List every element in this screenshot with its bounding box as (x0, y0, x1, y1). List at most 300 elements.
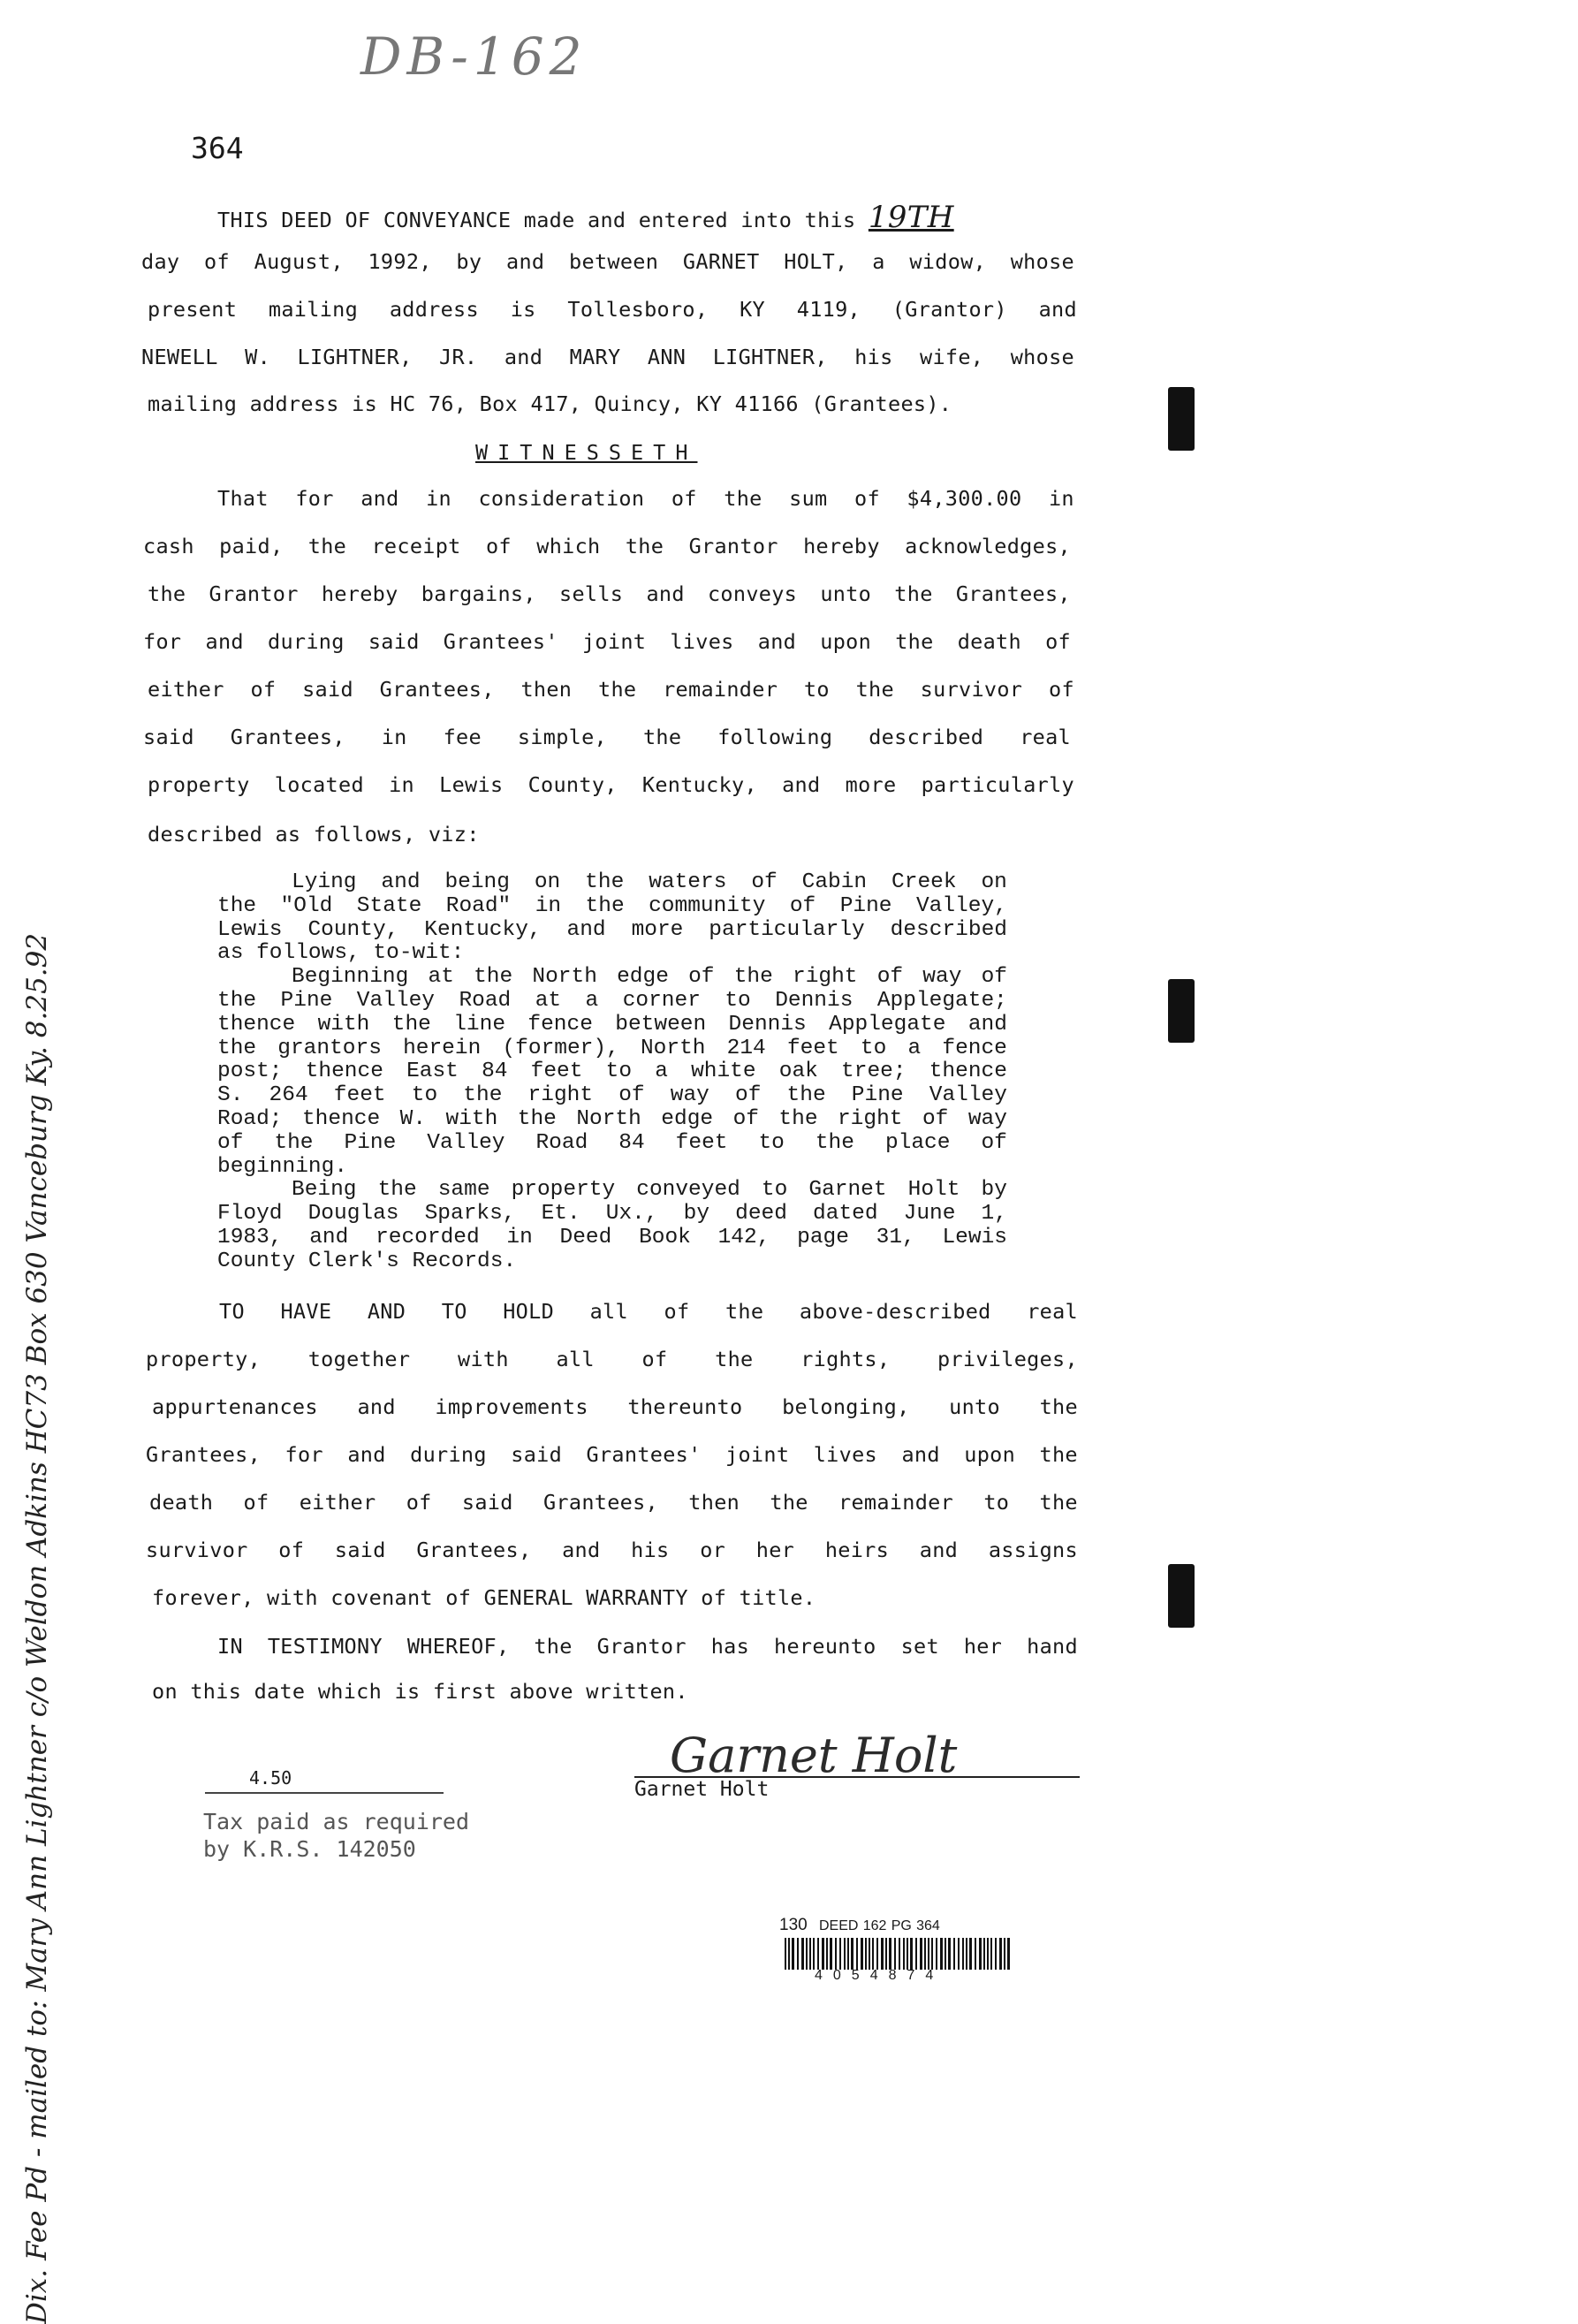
description-line (217, 1131, 1007, 1155)
barcode-bar (822, 1938, 824, 1970)
word: thence (305, 1059, 383, 1084)
recording-page: 364 (916, 1918, 940, 1933)
word: the (1039, 1442, 1078, 1467)
word: address (389, 297, 479, 322)
word: Grantees, (230, 725, 345, 749)
word: Pine (280, 989, 333, 1013)
word: remainder (838, 1490, 954, 1515)
word: a (872, 249, 885, 274)
word: way (922, 965, 962, 990)
word: and (919, 1538, 959, 1562)
word: $4,300.00 (907, 486, 1022, 511)
word: and (1038, 297, 1077, 322)
word: Being (292, 1178, 357, 1203)
word: Applegate; (876, 989, 1007, 1013)
word: on (981, 870, 1007, 894)
barcode-bar (826, 1938, 828, 1970)
word: all (589, 1299, 628, 1324)
consideration-line (143, 629, 1071, 654)
word: his (854, 345, 893, 369)
word: of (641, 1347, 668, 1371)
word: of (789, 893, 816, 918)
word: IN (217, 1634, 243, 1659)
consideration-last-line: described as follows, viz: (148, 822, 480, 847)
barcode-number: 4054874 (815, 1968, 945, 1983)
recording-book: 162 (862, 1918, 887, 1933)
word: Lewis (439, 772, 504, 797)
barcode-bar (983, 1938, 985, 1970)
word: North (576, 1107, 641, 1131)
habendum-line (146, 1538, 1078, 1562)
word: recorded (376, 1226, 480, 1249)
consideration-line (148, 677, 1074, 702)
word: bargains, (421, 581, 536, 606)
word: of (735, 1083, 762, 1108)
word: in (506, 1226, 533, 1249)
word: for (143, 629, 182, 654)
barcode-bar (792, 1938, 794, 1970)
recording-barcode (785, 1938, 1014, 1970)
barcode-bar (785, 1938, 786, 1970)
word: fence (942, 1036, 1007, 1060)
word: right (837, 1107, 903, 1131)
word: said (368, 629, 420, 654)
description-line (217, 1202, 1007, 1226)
word: has (710, 1634, 750, 1659)
registration-mark (1168, 387, 1195, 451)
word: Valley (427, 1130, 505, 1155)
barcode-bar (928, 1938, 929, 1970)
barcode-bar (861, 1938, 863, 1970)
word: the (1039, 1394, 1078, 1419)
word: the (598, 677, 637, 702)
word: during (410, 1442, 487, 1467)
word: Valley, (915, 893, 1007, 918)
description-line (217, 1083, 1007, 1107)
word: the (517, 1107, 557, 1131)
word: thence (301, 1107, 381, 1131)
word: by (981, 1178, 1007, 1203)
word: or (700, 1538, 726, 1562)
word: hereunto (774, 1634, 876, 1659)
word: fee (443, 725, 482, 749)
description-line (217, 894, 1007, 918)
word: real (1027, 1299, 1078, 1324)
word: death (149, 1490, 214, 1515)
barcode-bar (1007, 1938, 1010, 1970)
word: "Old (280, 893, 333, 918)
word: of (243, 1490, 269, 1515)
word: ANN (647, 345, 687, 369)
word: the (770, 1490, 808, 1515)
barcode-bar (856, 1938, 858, 1970)
word: said (334, 1538, 386, 1562)
word: the (474, 965, 513, 990)
word: page (797, 1226, 849, 1249)
testimony-line (217, 1634, 1078, 1659)
description-line (292, 870, 1007, 894)
word: and (506, 249, 545, 274)
word: following (717, 725, 833, 749)
barcode-bar (958, 1938, 960, 1970)
word: to (605, 1059, 633, 1084)
word: Garnet (808, 1178, 887, 1203)
barcode-bar (915, 1938, 917, 1970)
word: in (381, 725, 407, 749)
word: edge (661, 1107, 714, 1131)
signature-script: Garnet Holt (670, 1728, 958, 1783)
word: of (406, 1490, 432, 1515)
barcode-bar (788, 1938, 790, 1970)
registration-mark (1168, 979, 1195, 1043)
word: and (566, 917, 606, 942)
word: 84 (618, 1130, 645, 1155)
word: Cabin (801, 870, 868, 894)
word: between (569, 249, 659, 274)
word: of (217, 1130, 244, 1155)
barcode-bar (945, 1938, 946, 1970)
word: in (426, 486, 451, 511)
word: described (890, 917, 1007, 942)
barcode-bar (847, 1938, 849, 1970)
barcode-bar (979, 1938, 982, 1970)
word: the (715, 1347, 754, 1371)
word: Valley (929, 1083, 1007, 1108)
word: Deed (559, 1226, 612, 1249)
word: of (1045, 629, 1071, 654)
word: 1983, (217, 1226, 283, 1249)
word: the (786, 1083, 826, 1108)
word: whose (1010, 345, 1074, 369)
word: 214 (726, 1036, 766, 1060)
word: of (922, 1107, 949, 1131)
word: of (1049, 677, 1074, 702)
witnesseth-heading: WITNESSETH (475, 440, 698, 465)
habendum-line (146, 1442, 1078, 1467)
word: 84 (482, 1059, 508, 1084)
word: survivor (146, 1538, 248, 1562)
word: (Grantor) (891, 297, 1007, 322)
description-line (292, 1178, 1007, 1202)
word: her (963, 1634, 1003, 1659)
word: Lewis (217, 917, 283, 942)
word: 4119, (796, 297, 861, 322)
word: at (428, 965, 454, 990)
word: AND (367, 1299, 406, 1324)
word: hereby (803, 534, 880, 558)
word: and (782, 772, 821, 797)
word: said (461, 1490, 513, 1515)
barcode-bar (869, 1938, 870, 1970)
word: located (274, 772, 364, 797)
word: Road" (445, 893, 512, 918)
barcode-bar (872, 1938, 874, 1970)
word: HAVE (280, 1299, 332, 1324)
word: and (381, 870, 421, 894)
word: TO (441, 1299, 467, 1324)
barcode-bar (924, 1938, 926, 1970)
word: Grantees, (955, 581, 1071, 606)
word: W. (399, 1107, 427, 1131)
word: white (691, 1059, 756, 1084)
habendum-last-line: forever, with covenant of GENERAL WARRANTY of title. (152, 1585, 816, 1610)
word: conveys (707, 581, 798, 606)
word: of (732, 1107, 759, 1131)
word: which (536, 534, 601, 558)
word: 1, (981, 1202, 1007, 1227)
word: and (901, 1442, 940, 1467)
word: mailing (268, 297, 359, 322)
barcode-bar (990, 1938, 992, 1970)
word: her (755, 1538, 795, 1562)
word: the (217, 893, 257, 918)
word: property (511, 1178, 616, 1203)
word: right (793, 965, 858, 990)
description-line (217, 1249, 516, 1273)
barcode-bar (987, 1938, 989, 1970)
word: thence (217, 1012, 296, 1037)
word: his (631, 1538, 670, 1562)
barcode-bar (835, 1938, 837, 1970)
word: way (670, 1083, 709, 1108)
word: of (204, 249, 230, 274)
word: the (725, 1299, 764, 1324)
description-line (217, 989, 1007, 1013)
tax-amount: 4.50 (249, 1767, 292, 1789)
word: Valley (356, 989, 436, 1013)
barcode-bar (801, 1938, 804, 1970)
word: Pine (851, 1083, 904, 1108)
word: line (453, 1012, 506, 1037)
barcode-bar (999, 1938, 1002, 1970)
word: August, (254, 249, 344, 274)
word: more (845, 772, 897, 797)
word: with (317, 1012, 370, 1037)
signature-printed-name: Garnet Holt (634, 1778, 770, 1801)
word: above-described (799, 1299, 991, 1324)
word: Lewis (942, 1226, 1007, 1249)
word: Dennis (728, 1012, 807, 1037)
consideration-line (143, 534, 1071, 558)
word: by (456, 249, 482, 274)
word: HOLT, (784, 249, 848, 274)
word: and (967, 1012, 1007, 1037)
barcode-bar (969, 1938, 972, 1970)
word: Grantees, (542, 1490, 659, 1515)
word: the (815, 1130, 854, 1155)
word: Lying (292, 870, 357, 894)
word: County Clerk's Records. (217, 1249, 517, 1273)
word: consideration (478, 486, 645, 511)
barcode-bar (975, 1938, 976, 1970)
word: as follows, to-wit: (217, 941, 465, 966)
word: feet (530, 1059, 583, 1084)
word: S. (217, 1083, 244, 1108)
word: the (463, 1083, 503, 1108)
word: survivor (920, 677, 1023, 702)
word: WHEREOF, (406, 1634, 510, 1659)
word: a (655, 1059, 668, 1084)
word: community (649, 893, 766, 918)
barcode-bar (885, 1938, 887, 1970)
tax-statement (203, 1808, 469, 1863)
word: Grantees, (379, 677, 495, 702)
barcode-bar (899, 1938, 900, 1970)
word: North (532, 965, 597, 990)
word: of (618, 1083, 645, 1108)
word: upon (964, 1442, 1016, 1467)
word: to (758, 1130, 785, 1155)
word: joint (581, 629, 647, 654)
word: feet (333, 1083, 386, 1108)
barcode-bar (817, 1938, 819, 1970)
word: County, (527, 772, 618, 797)
consideration-line (143, 725, 1071, 749)
word: the (642, 725, 682, 749)
word: Et. (541, 1202, 580, 1227)
word: That (217, 486, 269, 511)
barcode-bar (907, 1938, 908, 1970)
barcode-bar (910, 1938, 913, 1970)
word: during (268, 629, 345, 654)
word: of (981, 965, 1007, 990)
word: heirs (824, 1538, 890, 1562)
word: between (615, 1012, 707, 1037)
barcode-bar (962, 1938, 964, 1970)
word: Grantor (688, 534, 778, 558)
word: set (900, 1634, 939, 1659)
word: then (520, 677, 573, 702)
word: Grantees, (416, 1538, 532, 1562)
word: MARY (569, 345, 621, 369)
word: cash (143, 534, 194, 558)
consideration-line (217, 486, 1074, 511)
word: said (511, 1442, 563, 1467)
word: paid, (219, 534, 284, 558)
word: thereunto (627, 1394, 743, 1419)
word: Applegate (829, 1012, 946, 1037)
word: receipt (371, 534, 461, 558)
word: of (751, 870, 778, 894)
word: wife, (920, 345, 984, 369)
word: fence (527, 1012, 593, 1037)
word: KY (740, 297, 765, 322)
word: together (307, 1347, 411, 1371)
word: dated (813, 1202, 878, 1227)
word: Grantor (596, 1634, 687, 1659)
word: the (894, 581, 933, 606)
tax-statement-line-2: by K.R.S. 142050 (203, 1836, 416, 1862)
word: and (347, 1442, 386, 1467)
word: lives (813, 1442, 877, 1467)
word: same (437, 1178, 490, 1203)
word: Road; (217, 1107, 283, 1131)
word: to (860, 1036, 887, 1060)
barcode-bar (995, 1938, 997, 1970)
word: the (391, 1012, 431, 1037)
margin-note-text: Dix. Fee Pd - mailed to: Mary Ann Lightner c/o Weldon Adkins HC73 Box 630 Vanceburg Ky. 8.25.92 (21, 932, 53, 2324)
word: 142, (717, 1226, 770, 1249)
word: of (876, 965, 904, 990)
recording-page-label: PG (891, 1918, 912, 1933)
habendum-line (219, 1299, 1078, 1324)
word: upon (820, 629, 872, 654)
deed-opening-line-1 (217, 200, 954, 235)
deed-opening-text: THIS DEED OF CONVEYANCE made and entered into this (217, 208, 856, 232)
habendum-line (149, 1490, 1078, 1515)
word: Creek (891, 870, 957, 894)
deed-opening-line-3 (148, 297, 1077, 322)
word: to (803, 677, 830, 702)
tax-amount-line (205, 1767, 444, 1794)
word: the (724, 486, 762, 511)
deed-opening-line-2 (141, 249, 1074, 274)
word: a (907, 1036, 922, 1060)
word: present (148, 297, 238, 322)
word: TESTIMONY (267, 1634, 383, 1659)
word: W. (245, 345, 271, 369)
word: with (445, 1107, 498, 1131)
word: the (855, 677, 894, 702)
barcode-bar (876, 1938, 878, 1970)
word: the (585, 893, 625, 918)
word: and (562, 1538, 601, 1562)
word: of (671, 486, 697, 511)
word: of (854, 486, 880, 511)
word: way (967, 1107, 1007, 1131)
word: by (683, 1202, 710, 1227)
word: Book (639, 1226, 691, 1249)
word: Pine (839, 893, 892, 918)
word: the (274, 1130, 314, 1155)
word: Douglas (307, 1202, 399, 1227)
word: deed (735, 1202, 787, 1227)
word: and (360, 486, 399, 511)
word: the (377, 1178, 417, 1203)
description-line (217, 918, 1007, 942)
description-line (217, 1037, 1007, 1060)
barcode-bar (894, 1938, 896, 1970)
word: property (148, 772, 250, 797)
word: June (903, 1202, 956, 1227)
barcode-bar (865, 1938, 867, 1970)
word: the (217, 1036, 257, 1060)
word: real (1020, 725, 1071, 749)
barcode-bar (936, 1938, 937, 1970)
word: at (535, 989, 562, 1013)
word: to (725, 989, 751, 1013)
word: belonging, (782, 1394, 910, 1419)
page-number: 364 (191, 131, 244, 165)
word: post; (217, 1059, 283, 1084)
word: GARNET (682, 249, 760, 274)
word: of (981, 1130, 1007, 1155)
word: the (625, 534, 664, 558)
consideration-line (148, 772, 1074, 797)
document-stamp-number: DB-162 (360, 27, 588, 87)
word: property, (146, 1347, 262, 1371)
word: for (284, 1442, 323, 1467)
word: the (733, 965, 773, 990)
word: to (983, 1490, 1010, 1515)
word: sells (559, 581, 624, 606)
word: the (534, 1634, 573, 1659)
word: and (357, 1394, 396, 1419)
word: Road (535, 1130, 588, 1155)
word: corner (622, 989, 701, 1013)
tax-statement-line-1: Tax paid as required (203, 1809, 470, 1834)
word: feet (786, 1036, 839, 1060)
